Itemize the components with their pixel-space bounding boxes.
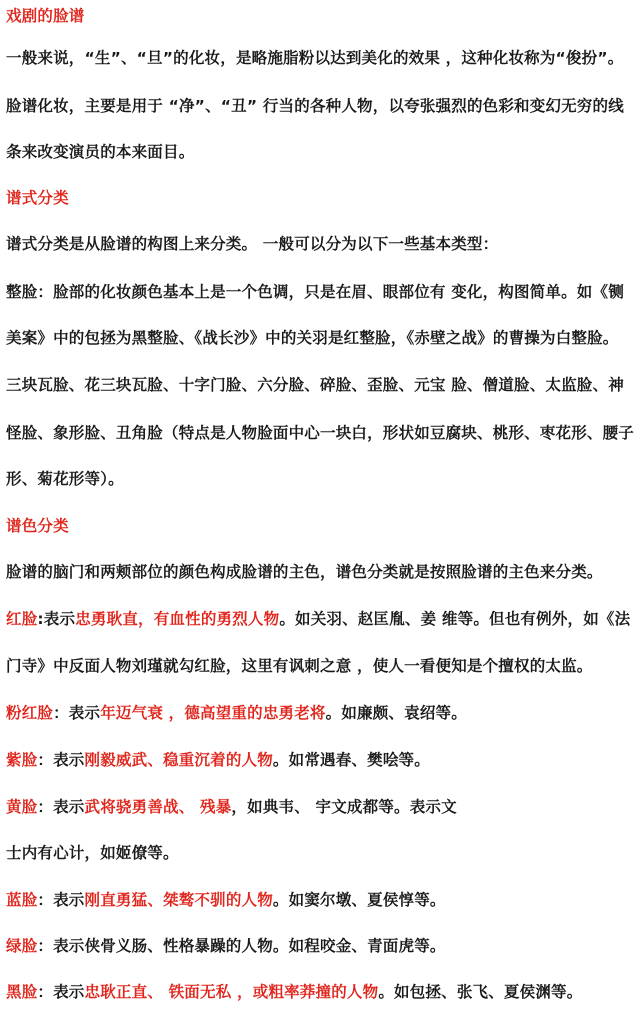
entry-green-face: 绿脸：表示侠骨义肠、性格暴躁的人物。如程咬金、青面虎等。	[6, 937, 446, 955]
paragraph-whole-face-line2: 美案》中的包拯为黑整脸、《战长沙》中的关羽是红整脸，《赤壁之战》的曹操为白整脸。	[6, 329, 619, 347]
blue-face-highlight: 刚直勇猛、桀骜不驯的人物	[84, 891, 273, 909]
yellow-face-highlight: 武将骁勇善战、 残暴	[84, 798, 232, 816]
paragraph-face-types-line1: 三块瓦脸、花三块瓦脸、十字门脸、六分脸、碎脸、歪脸、元宝 脸、僧道脸、太监脸、神	[6, 376, 624, 394]
pink-face-label: 粉红脸	[6, 704, 54, 722]
paragraph-makeup-line1: 脸谱化妆，主要是用于 “净”、“丑” 行当的各种人物，以夸张强烈的色彩和变幻无穷的线	[6, 97, 624, 115]
section-title-pattern-classification: 谱式分类	[6, 189, 69, 207]
pink-face-highlight: 年迈气衰 ，德高望重的忠勇老将	[100, 704, 326, 722]
red-face-highlight: 忠勇耿直，有血性的勇烈人物	[75, 610, 280, 628]
entry-blue-face: 蓝脸：表示刚直勇猛、桀骜不驯的人物。如窦尔墩、夏侯惇等。	[6, 891, 446, 909]
section-title-opera-masks: 戏剧的脸谱	[6, 7, 85, 25]
entry-yellow-face-line2: 士内有心计，如姬僚等。	[6, 844, 179, 862]
paragraph-color-intro: 脸谱的脑门和两颊部位的颜色构成脸谱的主色，谱色分类就是按照脸谱的主色来分类。	[6, 563, 603, 581]
paragraph-face-types-line2: 怪脸、象形脸、丑角脸（特点是人物脸面中心一块白，形状如豆腐块、桃形、枣花形、腰子	[6, 424, 635, 442]
purple-face-highlight: 刚毅威武、稳重沉着的人物	[84, 751, 273, 769]
entry-red-face-line1: 红脸:表示忠勇耿直，有血性的勇烈人物。如关羽、赵匡胤、姜 维等。但也有例外，如《法	[6, 610, 631, 628]
green-face-label: 绿脸	[6, 937, 38, 955]
paragraph-whole-face-line1: 整脸：脸部的化妆颜色基本上是一个色调，只是在眉、眼部位有 变化，构图简单。如《铡	[6, 283, 624, 301]
paragraph-face-types-line3: 形、菊花形等）。	[6, 470, 124, 488]
purple-face-label: 紫脸	[6, 751, 38, 769]
red-face-label: 红脸	[6, 610, 38, 628]
blue-face-label: 蓝脸	[6, 891, 38, 909]
paragraph-intro: 一般来说，“生”、“旦”的化妆，是略施脂粉以达到美化的效果 ，这种化妆称为“俊扮”。	[6, 49, 624, 67]
yellow-face-label: 黄脸	[6, 798, 38, 816]
entry-purple-face: 紫脸：表示刚毅威武、稳重沉着的人物。如常遇春、樊哙等。	[6, 751, 430, 769]
entry-black-face: 黑脸：表示忠耿正直、 铁面无私 ，或粗率莽撞的人物。如包拯、张飞、夏侯渊等。	[6, 983, 583, 1001]
black-face-label: 黑脸	[6, 983, 38, 1001]
black-face-highlight: 忠耿正直、 铁面无私 ，或粗率莽撞的人物	[84, 983, 379, 1001]
entry-pink-face: 粉红脸：表示年迈气衰 ，德高望重的忠勇老将。如廉颇、袁绍等。	[6, 704, 467, 722]
entry-yellow-face-line1: 黄脸：表示武将骁勇善战、 残暴，如典韦、 宇文成都等。表示文	[6, 798, 457, 816]
paragraph-makeup-line2: 条来改变演员的本来面目。	[6, 143, 195, 161]
section-title-color-classification: 谱色分类	[6, 517, 69, 535]
paragraph-pattern-intro: 谱式分类是从脸谱的构图上来分类。 一般可以分为以下一些基本类型：	[6, 235, 499, 253]
entry-red-face-line2: 门寺》中反面人物刘瑾就勾红脸，这里有讽刺之意 ，使人一看便知是个擅权的太监。	[6, 657, 593, 675]
